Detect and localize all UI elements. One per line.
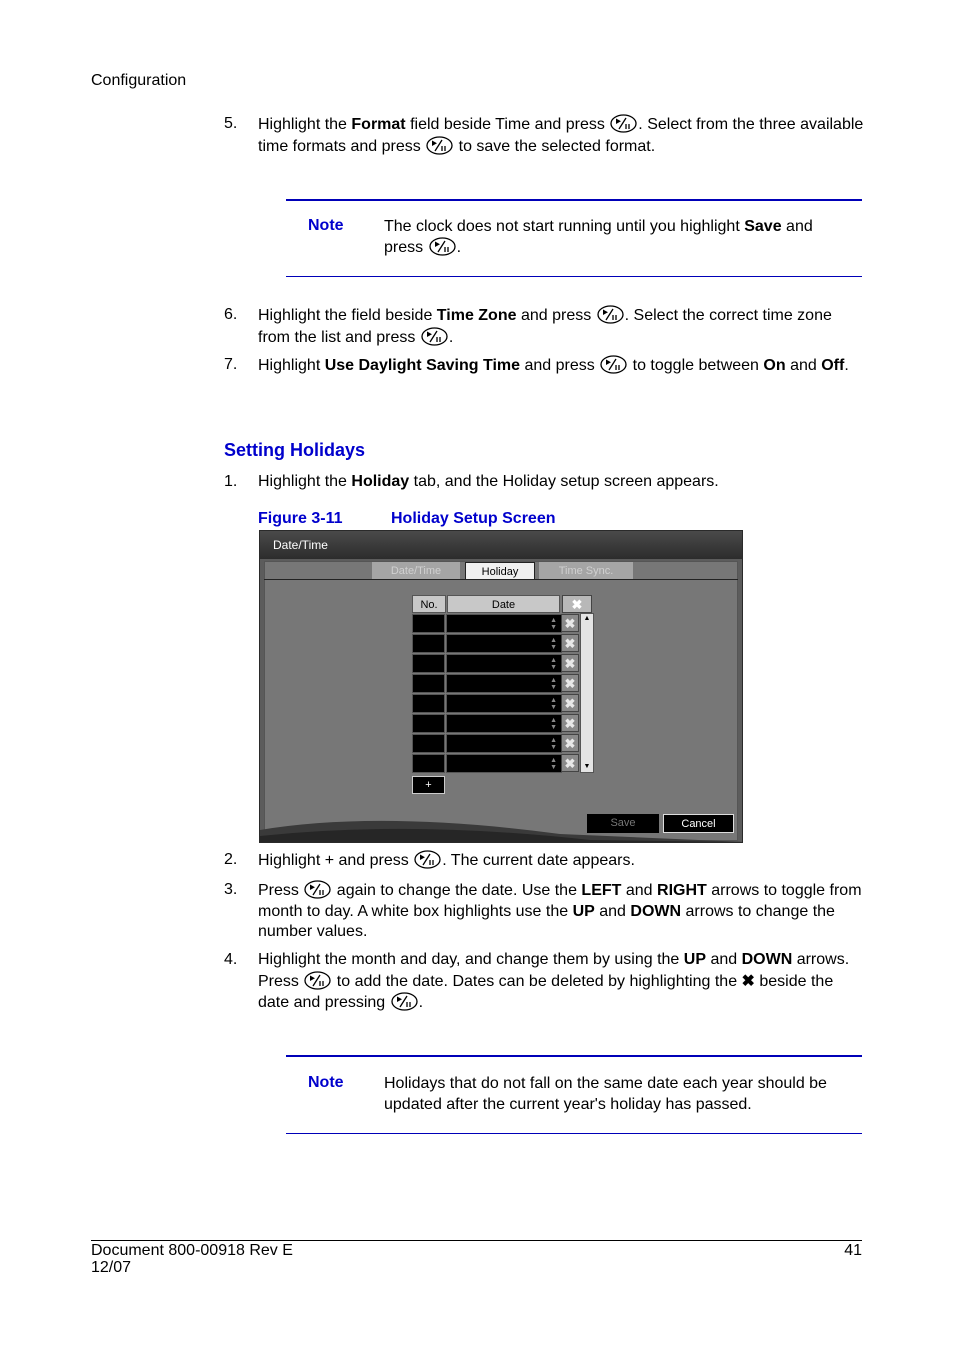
- text-run: arrows to toggle from month to day. A white box highlights use the: [258, 882, 862, 920]
- enter-button-icon: [304, 880, 331, 899]
- bold-term: UP: [572, 902, 595, 920]
- tab-time-sync[interactable]: Time Sync.: [539, 562, 633, 580]
- text-run: Highlight: [258, 852, 325, 869]
- decorative-swoosh: [260, 812, 743, 842]
- spinner-icon[interactable]: ▲ ▼: [550, 617, 557, 631]
- delete-x-icon: ✖: [741, 972, 755, 990]
- holiday-setup-screen: [259, 530, 743, 843]
- step-text: [258, 472, 864, 493]
- table-row[interactable]: [412, 714, 562, 733]
- scroll-down-icon[interactable]: ▼: [583, 763, 591, 770]
- table-row[interactable]: [412, 614, 562, 633]
- bold-term: Time Zone: [436, 307, 517, 324]
- enter-button-icon: [304, 971, 331, 990]
- spinner-icon[interactable]: ▲ ▼: [550, 657, 557, 671]
- number-cell: [412, 714, 445, 733]
- bold-term: DOWN: [741, 951, 793, 968]
- date-cell[interactable]: [446, 714, 562, 733]
- note-text: Holidays that do not fall on the same date each year should be updated after the current year's holiday has passed.: [384, 1075, 827, 1113]
- plus-symbol: +: [324, 852, 335, 869]
- text-run: to add the date. Dates can be deleted by highlighting the: [332, 972, 742, 990]
- text-run: to toggle between: [628, 357, 764, 374]
- spinner-icon[interactable]: ▲ ▼: [550, 697, 557, 711]
- text-run: .: [448, 328, 454, 346]
- number-cell: [412, 674, 445, 693]
- spinner-icon[interactable]: ▲ ▼: [550, 637, 557, 651]
- tab-divider: [264, 579, 738, 580]
- number-cell: [412, 734, 445, 753]
- spinner-icon[interactable]: ▲ ▼: [550, 737, 557, 751]
- step-text: [258, 355, 864, 377]
- text-run: The clock does not start running until you highlight: [384, 218, 745, 235]
- date-cell[interactable]: [446, 654, 562, 673]
- text-run: Highlight: [258, 357, 325, 374]
- bold-term: DOWN: [630, 902, 682, 920]
- enter-button-icon: [391, 992, 418, 1011]
- column-header-no: No.: [412, 595, 446, 613]
- enter-button-icon: [414, 850, 441, 869]
- delete-row-icon[interactable]: ✖: [561, 654, 579, 672]
- delete-all-icon[interactable]: ✖: [562, 595, 592, 613]
- table-row[interactable]: [412, 634, 562, 653]
- table-row[interactable]: [412, 674, 562, 693]
- date-cell[interactable]: [446, 694, 562, 713]
- scrollbar[interactable]: [580, 613, 594, 773]
- window-title: Date/Time: [273, 538, 328, 552]
- text-run: and: [594, 902, 631, 920]
- delete-row-icon[interactable]: ✖: [561, 694, 579, 712]
- bold-term: RIGHT: [657, 882, 707, 899]
- enter-button-icon: [610, 114, 637, 133]
- delete-row-icon[interactable]: ✖: [561, 674, 579, 692]
- tab-holiday[interactable]: Holiday: [465, 562, 535, 580]
- bold-term: Off: [821, 357, 845, 374]
- section-title: Setting Holidays: [224, 440, 366, 460]
- footer-rule: [91, 1240, 862, 1241]
- table-row[interactable]: [412, 694, 562, 713]
- enter-button-icon: [421, 327, 448, 346]
- number-cell: [412, 634, 445, 653]
- footer-document: [91, 1242, 293, 1276]
- delete-row-icon[interactable]: ✖: [561, 634, 579, 652]
- bold-term: Save: [744, 218, 782, 235]
- number-cell: [412, 754, 445, 773]
- text-run: . The current date appears.: [442, 852, 635, 869]
- text-run: and: [706, 951, 742, 968]
- save-button[interactable]: Save: [587, 814, 659, 833]
- step-text: [258, 880, 864, 943]
- date-cell[interactable]: [446, 634, 562, 653]
- text-run: and press: [516, 307, 596, 324]
- page-number: 41: [844, 1242, 862, 1259]
- spinner-icon[interactable]: ▲ ▼: [550, 717, 557, 731]
- text-run: and press: [520, 357, 600, 374]
- text-run: and press: [334, 852, 414, 869]
- step-number: 1.: [224, 473, 238, 490]
- note-text: [384, 216, 854, 258]
- step-number: 7.: [224, 356, 238, 373]
- document-date: 12/07: [91, 1259, 132, 1276]
- text-run: and: [621, 882, 658, 899]
- step-text: [258, 305, 864, 348]
- step-number: 4.: [224, 951, 238, 968]
- note-box: [286, 199, 862, 277]
- text-run: Highlight the: [258, 473, 352, 490]
- table-row[interactable]: [412, 734, 562, 753]
- text-run: . Select from the three available time formats and press: [258, 116, 864, 155]
- step-text: [258, 850, 864, 872]
- text-run: arrows. Press: [258, 951, 850, 990]
- note-box: [286, 1055, 862, 1134]
- number-cell: [412, 654, 445, 673]
- enter-button-icon: [597, 305, 624, 324]
- bold-term: UP: [683, 951, 706, 968]
- text-run: .: [844, 357, 849, 374]
- text-run: arrows to change the number values.: [258, 902, 835, 940]
- bold-term: Holiday: [351, 473, 410, 490]
- step-text: [258, 114, 864, 157]
- delete-row-icon[interactable]: ✖: [561, 714, 579, 732]
- spinner-icon[interactable]: ▲ ▼: [550, 757, 557, 771]
- add-holiday-button[interactable]: +: [412, 776, 445, 794]
- enter-button-icon: [426, 136, 453, 155]
- document-number: Document 800-00918 Rev E: [91, 1242, 293, 1259]
- enter-button-icon: [600, 355, 627, 374]
- column-header-date: Date: [447, 595, 560, 613]
- step-number: 5.: [224, 115, 238, 132]
- text-run: Highlight the field beside: [258, 307, 437, 324]
- date-cell[interactable]: [446, 754, 562, 773]
- figure-title: Holiday Setup Screen: [391, 510, 556, 527]
- step-number: 3.: [224, 881, 238, 898]
- number-cell: [412, 694, 445, 713]
- delete-row-icon[interactable]: ✖: [561, 614, 579, 632]
- delete-row-icon[interactable]: ✖: [561, 754, 579, 772]
- bold-term: LEFT: [581, 882, 622, 899]
- text-run: Highlight the: [258, 116, 352, 133]
- date-cell[interactable]: [446, 614, 562, 633]
- text-run: Press: [258, 882, 304, 899]
- text-run: and: [785, 357, 822, 374]
- step-number: 6.: [224, 306, 238, 323]
- page-header: Configuration: [91, 72, 187, 89]
- scroll-up-icon[interactable]: ▲: [583, 615, 591, 622]
- bold-term: Format: [351, 116, 406, 133]
- table-row[interactable]: [412, 654, 562, 673]
- text-run: beside the date and pressing: [258, 972, 834, 1011]
- date-cell[interactable]: [446, 734, 562, 753]
- text-run: .: [456, 239, 462, 256]
- table-row[interactable]: [412, 754, 562, 773]
- text-run: field beside Time and press: [405, 116, 610, 133]
- text-run: .: [418, 994, 424, 1011]
- text-run: . Select the correct time zone from the list and press: [258, 307, 832, 346]
- enter-button-icon: [429, 237, 456, 256]
- text-run: Highlight the month and day, and change them by using the: [258, 951, 684, 968]
- window-titlebar: [260, 531, 742, 559]
- text-run: to save the selected format.: [454, 137, 656, 155]
- note-label: Note: [308, 1074, 344, 1091]
- spinner-icon[interactable]: ▲ ▼: [550, 677, 557, 691]
- cancel-button[interactable]: Cancel: [663, 814, 734, 833]
- step-number: 2.: [224, 851, 238, 868]
- bold-term: On: [763, 357, 786, 374]
- figure-number: Figure 3-11: [258, 510, 343, 527]
- delete-row-icon[interactable]: ✖: [561, 734, 579, 752]
- tab-date-time[interactable]: Date/Time: [372, 562, 460, 580]
- bold-term: Use Daylight Saving Time: [324, 357, 521, 374]
- step-text: [258, 950, 864, 1014]
- date-cell[interactable]: [446, 674, 562, 693]
- text-run: tab, and the Holiday setup screen appears.: [409, 473, 719, 490]
- text-run: again to change the date. Use the: [332, 882, 582, 899]
- note-label: Note: [308, 217, 344, 234]
- number-cell: [412, 614, 445, 633]
- text-run: and press: [384, 218, 813, 256]
